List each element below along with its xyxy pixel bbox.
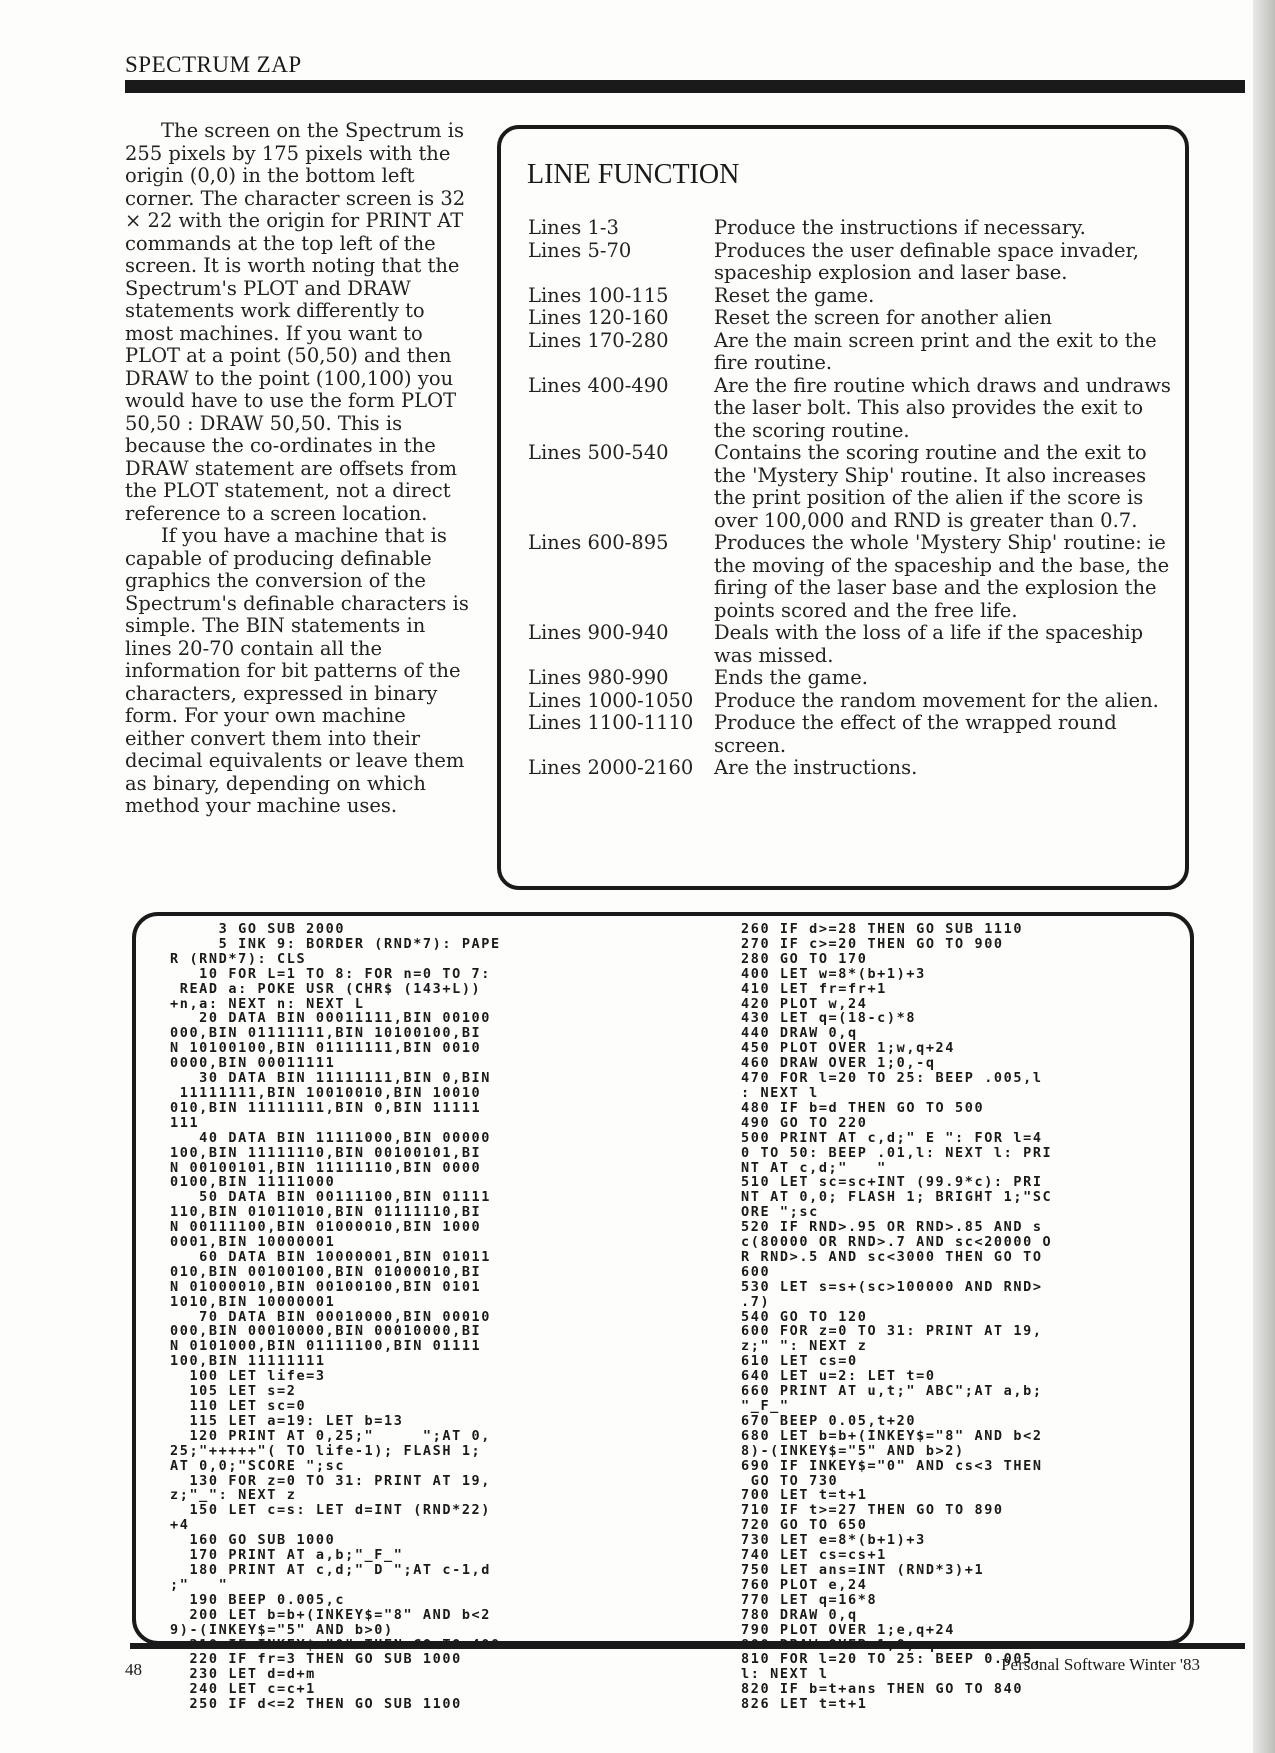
code-line: 220 IF fr=3 THEN GO SUB 1000 [170,1651,462,1668]
line-description: Are the main screen print and the exit to the fire routine. [714,328,1157,374]
publication-name: Personal Software Winter '83 [1001,1655,1200,1674]
listing-column-right [741,922,1052,1712]
code-line: 540 GO TO 120 [741,1308,868,1325]
code-line: 430 LET q=(18-c)*8 [741,1010,917,1027]
code-line: GO TO 730 [741,1472,839,1489]
code-line: 170 PRINT AT a,b;"_F_" [170,1547,404,1564]
code-line: R (RND*7): CLS [170,950,307,967]
code-line: 0001,BIN 10000001 [170,1234,336,1251]
code-line: 180 PRINT AT c,d;" D ";AT c-1,d [170,1561,492,1578]
line-function-row [528,532,1178,622]
line-description: Are the fire routine which draws and undraws the laser bolt. This also provides the exit to the scoring routine. [714,373,1171,442]
code-line: 460 DRAW OVER 1;0,-q [741,1055,936,1072]
code-line: +n,a: NEXT n: NEXT L [170,995,365,1012]
line-description: Ends the game. [714,666,868,689]
page-number: 48 [125,1660,142,1679]
code-line: 410 LET fr=fr+1 [741,980,887,997]
code-line: .7) [741,1293,771,1310]
line-range: Lines 170-280 [528,328,669,352]
code-line: +4 [170,1517,190,1534]
line-range: Lines 2000-2160 [528,756,694,779]
code-line: 110,BIN 01011010,BIN 01111110,BI [170,1204,482,1221]
code-line: 660 PRINT AT u,t;" ABC";AT a,b; [741,1383,1043,1400]
code-line: 20 DATA BIN 00011111,BIN 00100 [170,1010,492,1027]
code-line: 790 PLOT OVER 1;e,q+24 [741,1621,956,1638]
listing-column-left [170,922,501,1712]
code-line: 130 FOR z=0 TO 31: PRINT AT 19, [170,1472,492,1489]
line-function-title: LINE FUNCTION [527,159,740,190]
intro-text [125,120,470,818]
code-line: 730 LET e=8*(b+1)+3 [741,1532,926,1549]
line-range: Lines 900-940 [528,621,669,644]
code-line: AT 0,0;"SCORE ";sc [170,1457,346,1474]
code-line: 70 DATA BIN 00010000,BIN 00010 [170,1308,492,1325]
code-line: 8)-(INKEY$="5" AND b>2) [741,1442,965,1459]
code-line: 420 PLOT w,24 [741,995,868,1012]
code-line: NT AT 0,0; FLASH 1; BRIGHT 1;"SC [741,1189,1053,1206]
intro-paragraph: The screen on the Spectrum is 255 pixels by 175 pixels with the origin (0,0) in the bottom left corner. The character screen is 32 × 22 with the origin for PRINT AT commands at the top left of the screen. It is worth noting that the Spectrum's PLOT and DRAW statements work differently to most machines. If you want to PLOT at a point (50,50) and then DRAW to the point (100,100) you would have to use the form PLOT 50,50 : DRAW 50,50. This is because the co-ordinates in the DRAW statement are offsets from the PLOT statement, not a direct reference to a screen location. [125,119,466,525]
page-edge-shadow [1253,0,1275,1753]
code-line: 680 LET b=b+(INKEY$="8" AND b<2 [741,1427,1043,1444]
code-line: R RND>.5 AND sc<3000 THEN GO TO [741,1248,1043,1265]
code-line: N 0101000,BIN 01111100,BIN 01111 [170,1338,482,1355]
line-function-row [528,285,1178,308]
code-line: 530 LET s=s+(sc>100000 AND RND> [741,1278,1043,1295]
line-function-table [528,217,1178,780]
code-line: 810 FOR l=20 TO 25: BEEP 0.005, [741,1651,1043,1668]
code-line: 100,BIN 11111111 [170,1353,326,1370]
code-line: 115 LET a=19: LET b=13 [170,1412,404,1429]
code-line: 000,BIN 00010000,BIN 00010000,BI [170,1323,482,1340]
line-function-row [528,307,1178,330]
code-line: 60 DATA BIN 10000001,BIN 01011 [170,1248,492,1265]
code-line: : NEXT l [741,1084,819,1101]
code-line: N 00111100,BIN 01000010,BIN 1000 [170,1219,482,1236]
line-range: Lines 100-115 [528,283,669,307]
code-line: 110 LET sc=0 [170,1398,307,1414]
line-description: Produces the user definable space invader, spaceship explosion and laser base. [714,238,1139,284]
line-description: Produces the whole 'Mystery Ship' routine: ie the moving of the spaceship and the base, the firing of the laser base and the explosion the points scored and the free life. [714,531,1170,622]
line-function-row [528,690,1178,713]
code-line: 0100,BIN 11111000 [170,1174,336,1191]
code-line: 190 BEEP 0.005,c [170,1591,346,1608]
code-line: 700 LET t=t+1 [741,1487,868,1504]
code-line: 9)-(INKEY$="5" AND b>0) [170,1621,394,1638]
code-line: 500 PRINT AT c,d;" E ": FOR l=4 [741,1129,1043,1146]
line-function-row [528,757,1178,780]
code-line: 760 PLOT e,24 [741,1576,868,1593]
code-line: 250 IF d<=2 THEN GO SUB 1100 [170,1696,462,1713]
code-line: z;"_": NEXT z [170,1487,297,1504]
line-range: Lines 5-70 [528,238,632,262]
code-line: READ a: POKE USR (CHR$ (143+L)) [170,980,482,997]
code-line: 10 FOR L=1 TO 8: FOR n=0 TO 7: [170,965,492,982]
line-range: Lines 1100-1110 [528,711,694,734]
code-line: 470 FOR l=20 TO 25: BEEP .005,l [741,1070,1043,1087]
line-description: Produce the instructions if necessary. [714,216,1086,239]
line-function-row [528,442,1178,532]
code-line: c(80000 OR RND>.7 AND sc<20000 O [741,1234,1053,1251]
line-function-row [528,667,1178,690]
line-function-row [528,622,1178,667]
code-line: 710 IF t>=27 THEN GO TO 890 [741,1502,1004,1519]
line-range: Lines 120-160 [528,306,669,329]
line-range: Lines 400-490 [528,373,669,397]
code-line: 25;"+++++"( TO life-1); FLASH 1; [170,1442,482,1459]
code-line: 270 IF c>=20 THEN GO TO 900 [741,935,1004,952]
code-line: 010,BIN 11111111,BIN 0,BIN 11111 [170,1099,482,1116]
code-line: 100,BIN 11111110,BIN 00100101,BI [170,1144,482,1161]
code-line: 230 LET d=d+m [170,1666,316,1683]
code-line: N 10100100,BIN 01111111,BIN 0010 [170,1040,482,1057]
code-line: 111 [170,1114,200,1131]
code-line: 520 IF RND>.95 OR RND>.85 AND s [741,1219,1043,1236]
line-function-row [528,330,1178,375]
line-range: Lines 1-3 [528,216,619,239]
code-line: ;" " [170,1576,229,1593]
code-line: 670 BEEP 0.05,t+20 [741,1412,917,1429]
code-line: 100 LET life=3 [170,1368,326,1385]
code-line: 480 IF b=d THEN GO TO 500 [741,1099,985,1116]
code-line: 600 FOR z=0 TO 31: PRINT AT 19, [741,1323,1043,1340]
code-line: 720 GO TO 650 [741,1517,868,1534]
running-header: SPECTRUM ZAP [125,52,302,77]
code-line: 30 DATA BIN 11111111,BIN 0,BIN [170,1070,492,1087]
code-line: 450 PLOT OVER 1;w,q+24 [741,1040,956,1057]
line-description: Are the instructions. [714,756,918,779]
code-line: ORE ";sc [741,1204,819,1221]
code-line: 690 IF INKEY$="0" AND cs<3 THEN [741,1457,1043,1474]
code-line: 640 LET u=2: LET t=0 [741,1368,936,1385]
line-function-row [528,217,1178,240]
code-line: 280 GO TO 170 [741,950,868,967]
line-description: Reset the game. [714,283,875,307]
code-line: 750 LET ans=INT (RND*3)+1 [741,1561,985,1578]
line-function-row [528,240,1178,285]
code-line: 40 DATA BIN 11111000,BIN 00000 [170,1129,492,1146]
code-line: z;" ": NEXT z [741,1338,868,1355]
code-line: 5 INK 9: BORDER (RND*7): PAPE [170,935,501,952]
line-description: Deals with the loss of a life if the spaceship was missed. [714,621,1144,667]
code-line: NT AT c,d;" " [741,1159,887,1176]
line-function-row [528,712,1178,757]
intro-paragraph: If you have a machine that is capable of producing definable graphics the conversion of the Spectrum's definable characters is simple. The BIN statements in lines 20-70 contain all the information for bit patterns of the characters, expressed in binary form. For your own machine either convert them into their decimal equivalents or leave them as binary, depending on which method your machine uses. [125,524,469,817]
code-line: 826 LET t=t+1 [741,1696,868,1713]
code-line: 610 LET cs=0 [741,1353,858,1370]
line-range: Lines 600-895 [528,531,669,554]
line-range: Lines 980-990 [528,666,669,689]
code-line: 510 LET sc=sc+INT (99.9*c): PRI [741,1174,1043,1191]
code-line: 600 [741,1263,771,1280]
code-line: 11111111,BIN 10010010,BIN 10010 [170,1084,482,1101]
code-line: 260 IF d>=28 THEN GO SUB 1110 [741,921,1024,937]
code-line: 105 LET s=2 [170,1383,297,1400]
line-description: Contains the scoring routine and the exit to the 'Mystery Ship' routine. It also increases the print position of the alien if the score is over 100,000 and RND is greater than 0.7. [714,441,1147,532]
code-line: 150 LET c=s: LET d=INT (RND*22) [170,1502,492,1519]
footer-rule [130,1643,1245,1649]
line-description: Produce the random movement for the alien. [714,688,1159,712]
code-line: N 01000010,BIN 00100100,BIN 0101 [170,1278,482,1295]
line-function-row [528,375,1178,443]
header-rule [125,80,1245,93]
line-function-box [497,125,1189,890]
code-line: "_F_" [741,1398,790,1414]
code-line: 490 GO TO 220 [741,1114,868,1131]
code-line: 010,BIN 00100100,BIN 01000010,BI [170,1263,482,1280]
line-description: Produce the effect of the wrapped round screen. [714,711,1117,757]
code-line: 1010,BIN 10000001 [170,1293,336,1310]
code-line: 200 LET b=b+(INKEY$="8" AND b<2 [170,1606,492,1623]
code-line: 3 GO SUB 2000 [170,921,346,937]
code-line: 770 LET q=16*8 [741,1591,878,1608]
code-line: 400 LET w=8*(b+1)+3 [741,965,926,982]
code-line: 740 LET cs=cs+1 [741,1547,887,1564]
line-range: Lines 500-540 [528,441,669,464]
code-line: 120 PRINT AT 0,25;" ";AT 0, [170,1427,492,1444]
code-line: 0000,BIN 00011111 [170,1055,336,1072]
code-line: 50 DATA BIN 00111100,BIN 01111 [170,1189,492,1206]
code-line: 780 DRAW 0,q [741,1606,858,1623]
code-line: 440 DRAW 0,q [741,1025,858,1042]
line-range: Lines 1000-1050 [528,688,694,712]
code-line: 240 LET c=c+1 [170,1681,316,1698]
code-line: N 00100101,BIN 11111110,BIN 0000 [170,1159,482,1176]
code-line: l: NEXT l [741,1666,829,1683]
code-line: 0 TO 50: BEEP .01,l: NEXT l: PRI [741,1144,1053,1161]
line-description: Reset the screen for another alien [714,306,1053,329]
code-line: 160 GO SUB 1000 [170,1532,336,1549]
code-line: 000,BIN 01111111,BIN 10100100,BI [170,1025,482,1042]
code-line: 820 IF b=t+ans THEN GO TO 840 [741,1681,1024,1698]
